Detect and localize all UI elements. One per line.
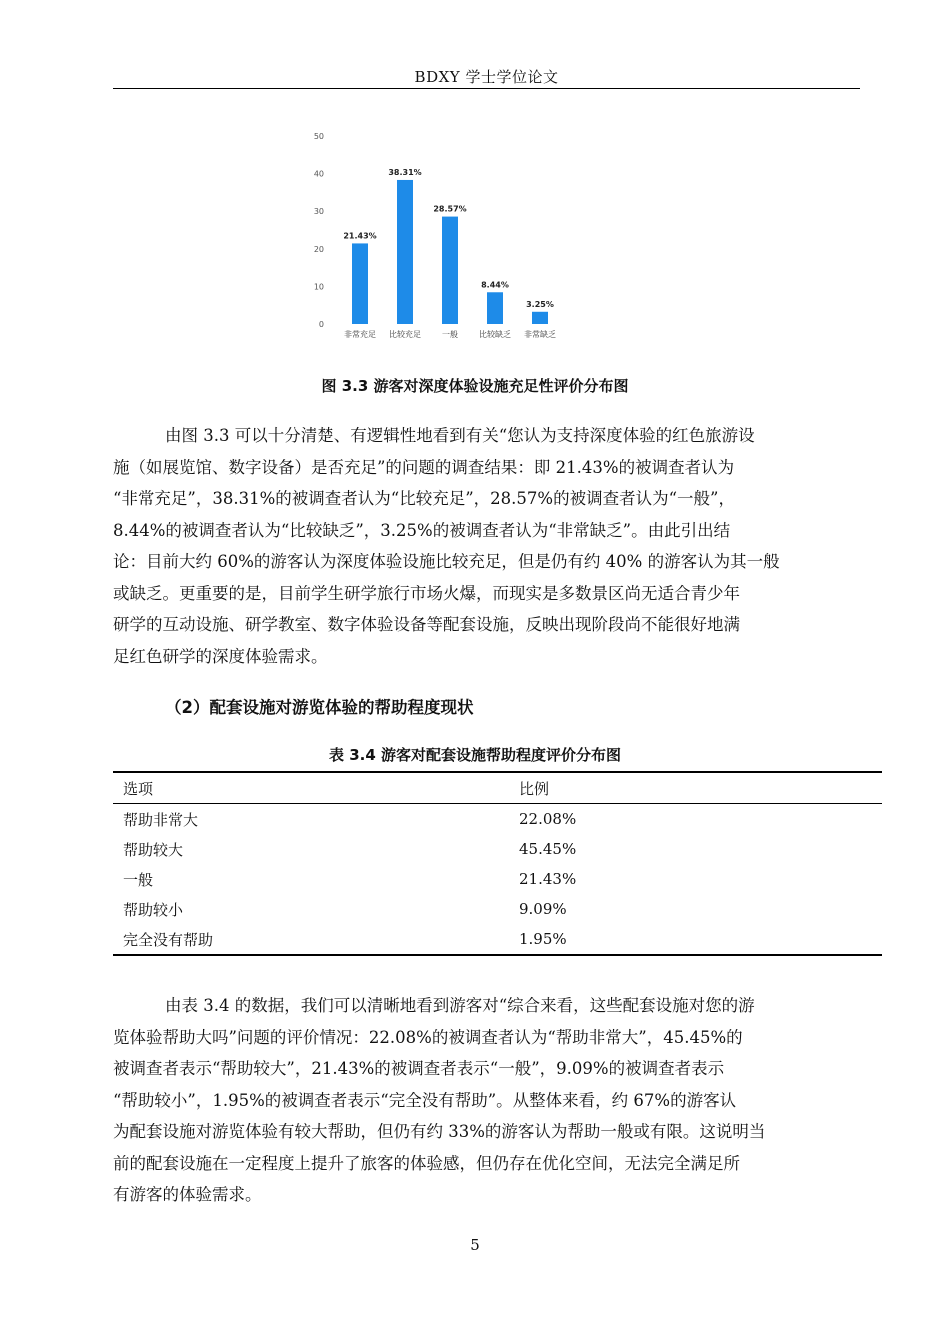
y-tick-label: 40 bbox=[313, 169, 324, 179]
paragraph-line: 或缺乏。更重要的是，目前学生研学旅行市场火爆，而现实是多数景区尚无适合青少年 bbox=[113, 583, 740, 603]
bar bbox=[487, 292, 503, 324]
paragraph-line: 由表 3.4 的数据，我们可以清晰地看到游客对“综合来看，这些配套设施对您的游 bbox=[165, 996, 755, 1015]
table-header-row bbox=[113, 773, 882, 804]
x-tick-label: 非常缺乏 bbox=[524, 330, 556, 339]
figure-caption: 图 3.3 游客对深度体验设施充足性评价分布图 bbox=[321, 377, 629, 395]
y-tick-label: 0 bbox=[318, 320, 324, 329]
table-header-cell: 比例 bbox=[519, 779, 550, 798]
bar bbox=[532, 312, 548, 324]
paragraph-1 bbox=[113, 420, 863, 672]
y-tick-label: 10 bbox=[313, 282, 324, 292]
page-header: BDXY 学士学位论文 bbox=[414, 68, 559, 86]
table-row bbox=[113, 834, 882, 864]
data-label: 21.43% bbox=[343, 231, 377, 241]
data-label: 3.25% bbox=[526, 299, 554, 309]
paragraph-line: 论：目前大约 60%的游客认为深度体验设施比较充足，但是仍有约 40% 的游客认为其一般 bbox=[113, 552, 780, 571]
paragraph-line: 前的配套设施在一定程度上提升了旅客的体验感，但仍存在优化空间，无法完全满足所 bbox=[113, 1153, 740, 1173]
paragraph-line: 施（如展览馆、数字设备）是否充足”的问题的调查结果：即 21.43%的被调查者认为 bbox=[113, 457, 735, 477]
table-row bbox=[113, 894, 882, 924]
x-tick-label: 一般 bbox=[442, 330, 458, 339]
x-tick-label: 比较缺乏 bbox=[479, 330, 511, 339]
page-number: 5 bbox=[470, 1236, 480, 1254]
paragraph-line: 研学的互动设施、研学教室、数字体验设备等配套设施，反映出现阶段尚不能很好地满 bbox=[113, 615, 740, 634]
table-cell: 一般 bbox=[123, 870, 154, 889]
table-header-cell: 选项 bbox=[123, 779, 154, 798]
subheading: （2）配套设施对游览体验的帮助程度现状 bbox=[165, 698, 474, 717]
paragraph-line: 8.44%的被调查者认为“比较缺乏”，3.25%的被调查者认为“非常缺乏”。由此引出结 bbox=[113, 520, 731, 540]
paragraph-line: “非常充足”，38.31%的被调查者认为“比较充足”，28.57%的被调查者认为“一般”， bbox=[113, 489, 735, 508]
header-rule bbox=[113, 88, 860, 89]
bar bbox=[352, 243, 368, 324]
data-label: 28.57% bbox=[433, 204, 467, 214]
table-cell: 完全没有帮助 bbox=[123, 930, 214, 949]
paragraph-line: 览体验帮助大吗”问题的评价情况：22.08%的被调查者认为“帮助非常大”，45.45%的 bbox=[113, 1027, 743, 1047]
bar bbox=[442, 217, 458, 324]
table-cell: 帮助较大 bbox=[123, 840, 184, 859]
x-tick-label: 比较充足 bbox=[389, 330, 421, 339]
table-row bbox=[113, 804, 882, 834]
paragraph-2 bbox=[113, 990, 863, 1211]
table-caption: 表 3.4 游客对配套设施帮助程度评价分布图 bbox=[328, 746, 622, 764]
paragraph-line: 被调查者表示“帮助较大”，21.43%的被调查者表示“一般”，9.09%的被调查者表示 bbox=[113, 1059, 725, 1078]
bar bbox=[397, 180, 413, 324]
table-cell: 帮助较小 bbox=[123, 900, 184, 919]
x-tick-label: 非常充足 bbox=[344, 330, 376, 339]
data-table bbox=[113, 771, 882, 956]
y-tick-label: 20 bbox=[313, 244, 324, 254]
paragraph-line: 足红色研学的深度体验需求。 bbox=[113, 646, 328, 666]
data-label: 38.31% bbox=[388, 167, 422, 177]
table-cell: 21.43% bbox=[519, 870, 577, 888]
paragraph-line: “帮助较小”，1.95%的被调查者表示“完全没有帮助”。从整体来看，约 67%的游客认 bbox=[113, 1090, 737, 1110]
table-row bbox=[113, 924, 882, 954]
data-label: 8.44% bbox=[481, 280, 509, 290]
paragraph-line: 为配套设施对游览体验有较大帮助，但仍有约 33%的游客认为帮助一般或有限。这说明当 bbox=[113, 1122, 766, 1141]
table-cell: 1.95% bbox=[519, 930, 567, 948]
bar-chart bbox=[300, 122, 580, 344]
table-cell: 9.09% bbox=[519, 900, 567, 918]
table-row bbox=[113, 864, 882, 894]
y-tick-label: 50 bbox=[313, 132, 324, 141]
table-cell: 45.45% bbox=[519, 840, 577, 858]
table-cell: 帮助非常大 bbox=[123, 810, 199, 829]
paragraph-line: 由图 3.3 可以十分清楚、有逻辑性地看到有关“您认为支持深度体验的红色旅游设 bbox=[165, 426, 755, 445]
y-tick-label: 30 bbox=[313, 207, 324, 217]
table-cell: 22.08% bbox=[519, 810, 577, 828]
paragraph-line: 有游客的体验需求。 bbox=[113, 1185, 262, 1204]
